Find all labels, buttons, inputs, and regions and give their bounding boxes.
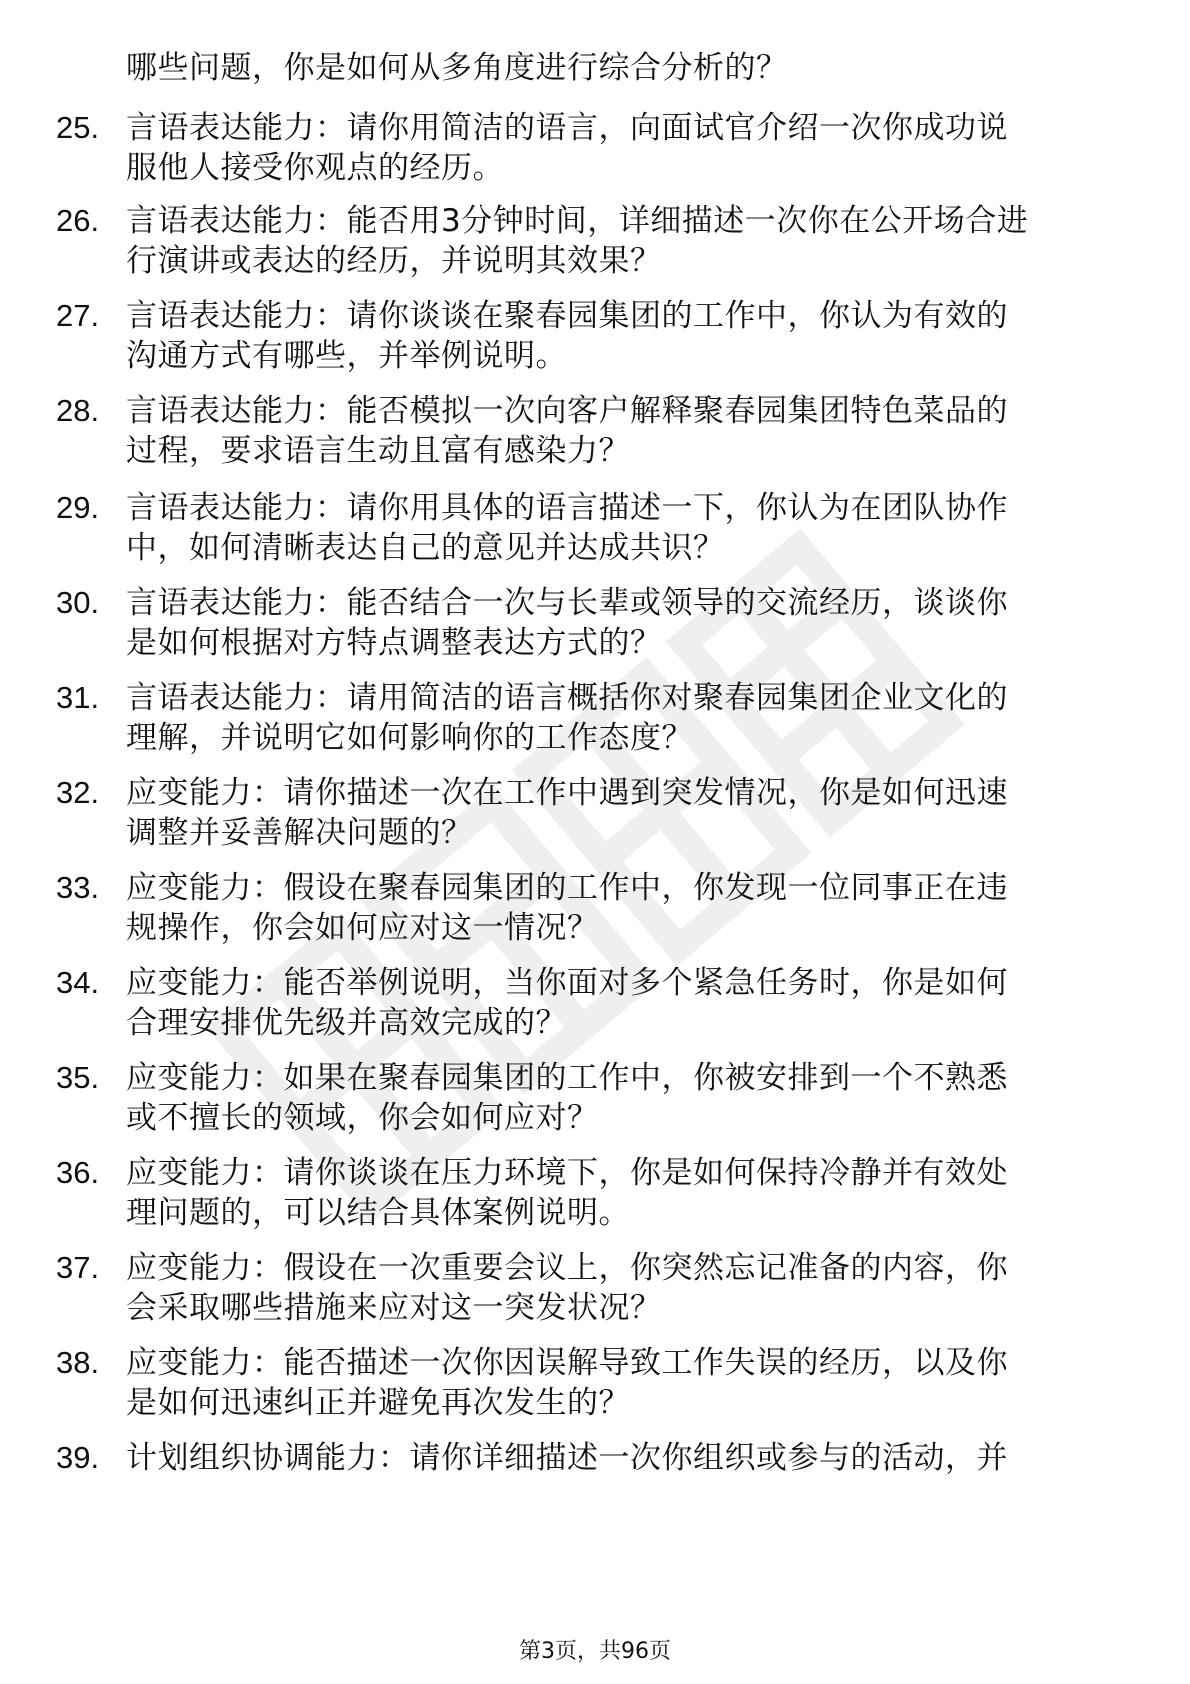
question-line: 计划组织协调能力：请你详细描述一次你组织或参与的活动，并 <box>126 1440 1008 1476</box>
continuation-line: 哪些问题，你是如何从多角度进行综合分析的？ <box>126 50 788 86</box>
question-line: 或不擅长的领域，你会如何应对？ <box>126 1100 599 1136</box>
question-line: 行演讲或表达的经历，并说明其效果？ <box>126 243 662 279</box>
question-number: 30. <box>56 585 100 620</box>
question-line: 是如何根据对方特点调整表达方式的？ <box>126 625 662 661</box>
question-line: 言语表达能力：能否模拟一次向客户解释聚春园集团特色菜品的 <box>126 393 1008 429</box>
page-footer: 第3页，共96页 <box>519 1639 671 1664</box>
question-line: 是如何迅速纠正并避免再次发生的？ <box>126 1385 630 1421</box>
question-line: 会采取哪些措施来应对这一突发状况？ <box>126 1290 662 1326</box>
question-number: 34. <box>56 965 100 1000</box>
question-line: 理解，并说明它如何影响你的工作态度？ <box>126 720 693 756</box>
question-line: 应变能力：请你谈谈在压力环境下，你是如何保持冷静并有效处 <box>126 1155 1008 1191</box>
question-number: 29. <box>56 490 100 525</box>
question-line: 沟通方式有哪些，并举例说明。 <box>126 338 567 374</box>
question-line: 言语表达能力：请你谈谈在聚春园集团的工作中，你认为有效的 <box>126 298 1008 334</box>
question-line: 应变能力：如果在聚春园集团的工作中，你被安排到一个不熟悉 <box>126 1060 1008 1096</box>
question-line: 规操作，你会如何应对这一情况？ <box>126 910 599 946</box>
question-line: 言语表达能力：请你用简洁的语言，向面试官介绍一次你成功说 <box>126 110 1008 146</box>
question-line: 中，如何清晰表达自己的意见并达成共识？ <box>126 530 725 566</box>
question-number: 36. <box>56 1155 100 1190</box>
question-line: 言语表达能力：能否用3分钟时间，详细描述一次你在公开场合进 <box>126 203 1029 239</box>
question-line: 应变能力：假设在聚春园集团的工作中，你发现一位同事正在违 <box>126 870 1008 906</box>
question-number: 25. <box>56 110 100 145</box>
question-line: 言语表达能力：请你用具体的语言描述一下，你认为在团队协作 <box>126 490 1008 526</box>
question-line: 应变能力：请你描述一次在工作中遇到突发情况，你是如何迅速 <box>126 775 1008 811</box>
question-number: 26. <box>56 203 100 238</box>
question-number: 28. <box>56 393 100 428</box>
question-number: 33. <box>56 870 100 905</box>
question-number: 27. <box>56 298 100 333</box>
question-number: 35. <box>56 1060 100 1095</box>
question-line: 调整并妥善解决问题的？ <box>126 815 473 851</box>
question-number: 37. <box>56 1250 100 1285</box>
question-line: 理问题的，可以结合具体案例说明。 <box>126 1195 630 1231</box>
question-line: 合理安排优先级并高效完成的？ <box>126 1005 567 1041</box>
question-line: 言语表达能力：能否结合一次与长辈或领导的交流经历，谈谈你 <box>126 585 1008 621</box>
question-line: 言语表达能力：请用简洁的语言概括你对聚春园集团企业文化的 <box>126 680 1008 716</box>
question-number: 31. <box>56 680 100 715</box>
question-number: 38. <box>56 1345 100 1380</box>
question-number: 39. <box>56 1440 100 1475</box>
question-number: 32. <box>56 775 100 810</box>
question-line: 应变能力：假设在一次重要会议上，你突然忘记准备的内容，你 <box>126 1250 1008 1286</box>
question-line: 过程，要求语言生动且富有感染力？ <box>126 433 630 469</box>
question-line: 应变能力：能否描述一次你因误解导致工作失误的经历，以及你 <box>126 1345 1008 1381</box>
question-line: 服他人接受你观点的经历。 <box>126 150 504 186</box>
question-line: 应变能力：能否举例说明，当你面对多个紧急任务时，你是如何 <box>126 965 1008 1001</box>
